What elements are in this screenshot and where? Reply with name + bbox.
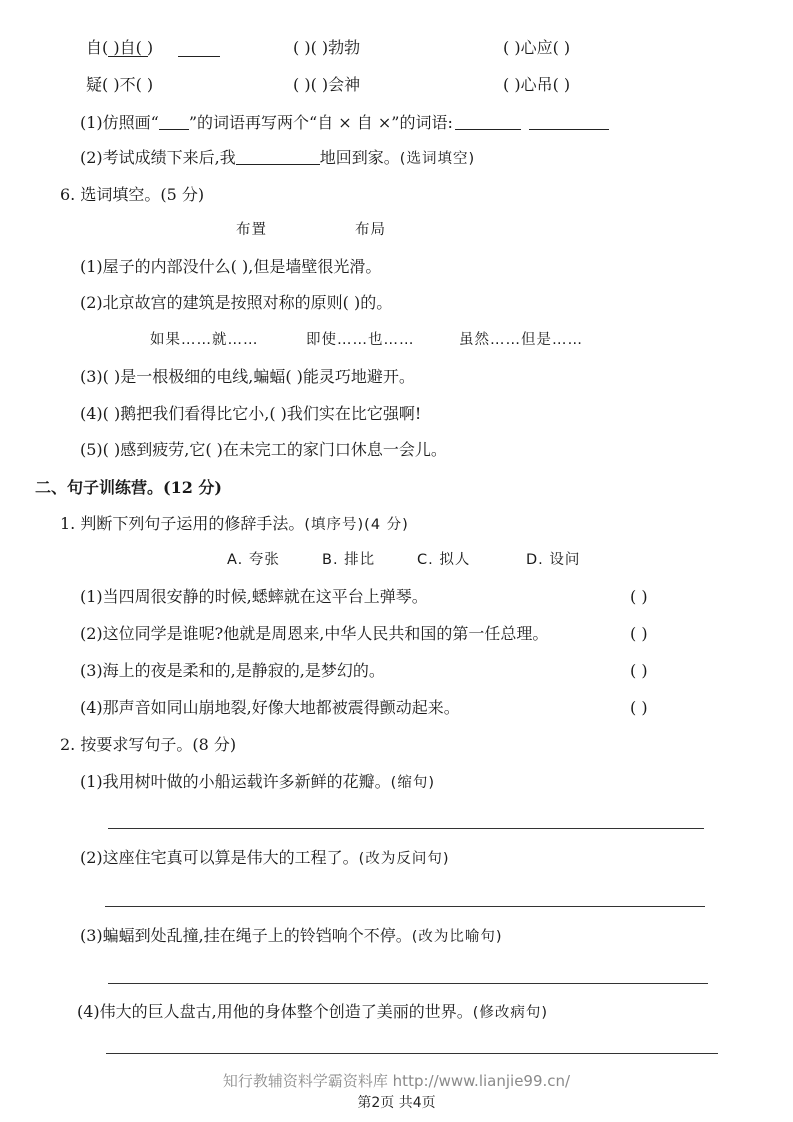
q1-option-c: C. 拟人 (417, 552, 471, 568)
q6-conj-2: 即使……也…… (306, 332, 415, 348)
q1-option-a: A. 夸张 (227, 552, 280, 568)
q6-title: 6. 选词填空。(5 分) (60, 185, 205, 204)
q5-idiom-r2c3: ( )心吊( ) (503, 75, 571, 94)
q1-answer-4[interactable]: ( ) (630, 698, 648, 717)
q1-option-d: D. 设问 (526, 552, 581, 568)
q5-sub2-hint: (选词填空) (399, 151, 476, 167)
q5-idiom-r2c1: 疑( )不( ) (86, 75, 154, 94)
q2-answer-line-4[interactable] (106, 1053, 718, 1054)
q5-underline-2 (178, 40, 220, 57)
q5-idiom-r1c3: ( )心应( ) (503, 38, 571, 57)
q1-answer-2[interactable]: ( ) (630, 624, 648, 643)
page-number: 第2页 共4页 (357, 1095, 436, 1111)
q2-item-4: (4)伟大的巨人盘古,用他的身体整个创造了美丽的世界。(修改病句) (77, 1002, 549, 1021)
q6-conj-3: 虽然……但是…… (459, 332, 583, 348)
q6-sentence-5: (5)( )感到疲劳,它( )在未完工的家门口休息一会儿。 (80, 440, 447, 459)
section-2-title: 二、句子训练营。(12 分) (35, 478, 222, 497)
q1-option-b: B. 排比 (322, 552, 376, 568)
q1-title: 1. 判断下列句子运用的修辞手法。(填序号)(4 分) (60, 514, 409, 533)
q1-answer-3[interactable]: ( ) (630, 661, 648, 680)
q2-answer-line-2[interactable] (105, 906, 705, 907)
q6-sentence-1: (1)屋子的内部没什么( ),但是墙壁很光滑。 (80, 257, 382, 276)
q5-idiom-r2c2: ( )( )会神 (293, 75, 361, 94)
q5-sub1-answer-blank-1[interactable] (455, 113, 521, 130)
q6-word-2: 布局 (355, 222, 386, 238)
q1-item-4: (4)那声音如同山崩地裂,好像大地都被震得颤动起来。 (80, 698, 460, 717)
q1-answer-1[interactable]: ( ) (630, 587, 648, 606)
q6-sentence-2: (2)北京故宫的建筑是按照对称的原则( )的。 (80, 293, 393, 312)
q5-idiom-r1c1: 自( )自( ) (86, 38, 154, 57)
q2-item-3: (3)蝙蝠到处乱撞,挂在绳子上的铃铛响个不停。(改为比喻句) (80, 926, 503, 945)
q1-item-3: (3)海上的夜是柔和的,是静寂的,是梦幻的。 (80, 661, 385, 680)
q2-item-2: (2)这座住宅真可以算是伟大的工程了。(改为反问句) (80, 848, 450, 867)
q2-title: 2. 按要求写句子。(8 分) (60, 735, 237, 754)
q5-sub1-answer-blank-2[interactable] (529, 113, 609, 130)
q2-item-1: (1)我用树叶做的小船运载许多新鲜的花瓣。(缩句) (80, 772, 435, 791)
q6-sentence-3: (3)( )是一根极细的电线,蝙蝠( )能灵巧地避开。 (80, 367, 415, 386)
q5-idiom-r1c2: ( )( )勃勃 (293, 38, 361, 57)
q5-underline-1 (108, 40, 148, 57)
q6-conj-1: 如果……就…… (150, 332, 259, 348)
watermark: 知行教辅资料学霸资料库 http://www.lianjie99.cn/ (222, 1072, 571, 1090)
q5-sub2: (2)考试成绩下来后,我 地回到家。(选词填空) (80, 148, 476, 167)
q1-item-1: (1)当四周很安静的时候,蟋蟀就在这平台上弹琴。 (80, 587, 428, 606)
q6-sentence-4: (4)( )鹅把我们看得比它小,( )我们实在比它强啊! (80, 404, 422, 423)
q5-sub2-answer-blank[interactable] (236, 148, 320, 165)
q2-answer-line-3[interactable] (108, 983, 708, 984)
q5-sub1-sample-blank (159, 113, 189, 130)
q2-answer-line-1[interactable] (108, 828, 704, 829)
q6-word-1: 布置 (236, 222, 267, 238)
q5-sub1: (1)仿照画“ ”的词语再写两个“自 × 自 ×”的词语: (80, 112, 609, 134)
q1-item-2: (2)这位同学是谁呢?他就是周恩来,中华人民共和国的第一任总理。 (80, 624, 549, 643)
